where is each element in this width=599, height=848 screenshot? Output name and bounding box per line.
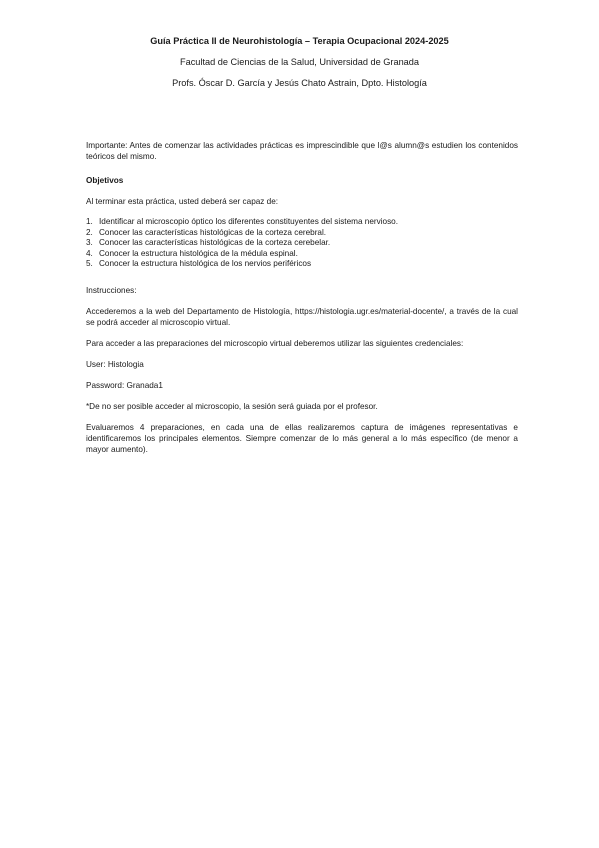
document-body — [86, 140, 518, 465]
objective-text: Conocer las características histológicas de la corteza cerebral. — [99, 227, 327, 237]
note-paragraph: *De no ser posible acceder al microscopio, la sesión será guiada por el profesor. — [86, 401, 378, 411]
objective-number: 2. — [86, 227, 93, 237]
objective-text: Conocer las características histológicas de la corteza cerebelar. — [99, 238, 331, 247]
user-credential: User: Histologia — [86, 359, 144, 369]
objectives-intro: Al terminar esta práctica, usted deberá ser capaz de: — [86, 197, 279, 206]
objective-item — [86, 228, 518, 239]
objective-number: 3. — [86, 238, 93, 247]
access-web-paragraph: Accederemos a la web del Departamento de Histología, https://histologia.ugr.es/material-docente/, a través de la cual se podrá acceder al microscopio virtual. — [86, 306, 518, 327]
objective-text: Conocer la estructura histológica de la médula espinal. — [99, 248, 298, 258]
objective-item — [86, 259, 518, 270]
objective-number: 4. — [86, 248, 93, 258]
objectives-list — [86, 217, 518, 270]
credentials-intro: Para acceder a las preparaciones del microscopio virtual deberemos utilizar las siguientes credenciales: — [86, 338, 464, 348]
objective-number: 5. — [86, 259, 93, 268]
evaluation-paragraph: Evaluaremos 4 preparaciones, en cada una de ellas realizaremos captura de imágenes representativas e identificaremos los principales elementos. Siempre comenzar de lo más general a lo más específico (de menor a mayor aumento). — [86, 422, 518, 454]
professors-line: Profs. Óscar D. García y Jesús Chato Astrain, Dpto. Histología — [172, 78, 427, 88]
document-header — [0, 36, 599, 88]
password-credential: Password: Granada1 — [86, 380, 163, 390]
instructions-heading: Instrucciones: — [86, 285, 137, 295]
objective-text: Identificar al microscopio óptico los diferentes constituyentes del sistema nervioso. — [99, 217, 398, 226]
important-paragraph: Importante: Antes de comenzar las actividades prácticas es imprescindible que l@s alumn@s estudien los contenidos teóricos del mismo. — [86, 141, 518, 161]
objective-item — [86, 249, 518, 260]
objectives-heading: Objetivos — [86, 176, 124, 185]
faculty-line: Facultad de Ciencias de la Salud, Universidad de Granada — [179, 57, 420, 67]
objective-item — [86, 217, 518, 228]
objective-item — [86, 238, 518, 249]
objective-number: 1. — [86, 217, 93, 226]
document-title: Guía Práctica II de Neurohistología – Terapia Ocupacional 2024-2025 — [150, 36, 449, 46]
objective-text: Conocer la estructura histológica de los nervios periféricos — [99, 259, 312, 268]
